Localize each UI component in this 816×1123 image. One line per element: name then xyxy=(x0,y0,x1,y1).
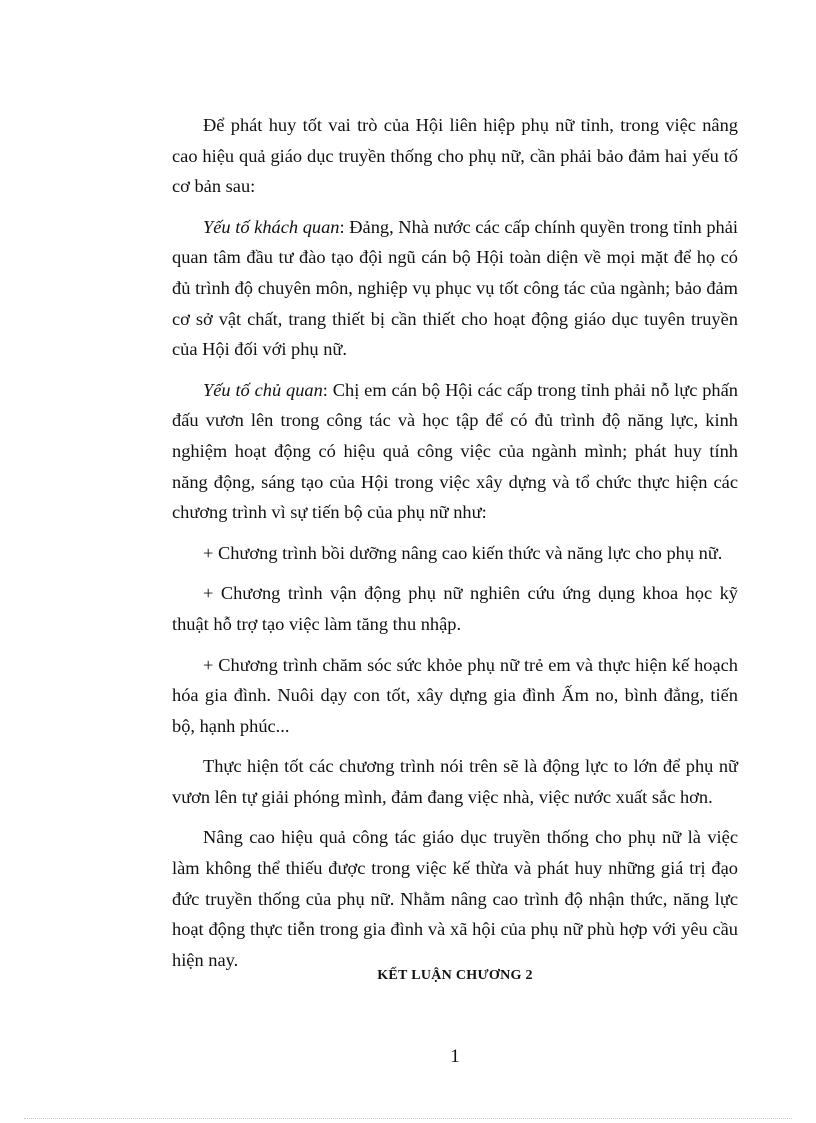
paragraph-text: Thực hiện tốt các chương trình nói trên sẽ là động lực to lớn để phụ nữ vươn lên tự giải phóng mình, đảm đang việc nhà, việc nước xuất sắc hơn. xyxy=(172,756,738,807)
paragraph-implementation xyxy=(172,751,738,812)
paragraph-objective-factor xyxy=(172,212,738,365)
paragraph-lead-italic: Yếu tố chủ quan xyxy=(203,379,323,400)
paragraph-text: Để phát huy tốt vai trò của Hội liên hiệp phụ nữ tỉnh, trong việc nâng cao hiệu quả giáo dục truyền thống cho phụ nữ, cần phải bảo đảm hai yếu tố cơ bản sau: xyxy=(172,115,738,197)
paragraph-intro xyxy=(172,110,738,202)
paragraph-text: + Chương trình chăm sóc sức khỏe phụ nữ trẻ em và thực hiện kế hoạch hóa gia đình. Nuôi dạy con tốt, xây dựng gia đình Ấm no, bình đẳng, tiến bộ, hạnh phúc... xyxy=(172,654,738,736)
page-number: 1 xyxy=(450,1046,460,1067)
chapter-conclusion-heading: KẾT LUẬN CHƯƠNG 2 xyxy=(377,968,533,983)
document-body xyxy=(172,110,738,985)
paragraph-conclusion xyxy=(172,822,738,975)
list-item-program-health xyxy=(172,650,738,742)
paragraph-text: : Đảng, Nhà nước các cấp chính quyền trong tỉnh phải quan tâm đầu tư đào tạo đội ngũ cán bộ Hội toàn diện về mọi mặt để họ có đủ trình độ chuyên môn, nghiệp vụ phục vụ tốt công tác của ngành; bảo đảm cơ sở vật chất, trang thiết bị cần thiết cho hoạt động giáo dục tuyên truyền của Hội đối với phụ nữ. xyxy=(172,216,738,360)
list-item-program-science xyxy=(172,578,738,639)
paragraph-subjective-factor xyxy=(172,375,738,528)
paragraph-text: : Chị em cán bộ Hội các cấp trong tỉnh phải nỗ lực phấn đấu vươn lên trong công tác và học tập để có đủ trình độ năng lực, kinh nghiệm hoạt động có hiệu quả công việc của ngành mình; phát huy tính năng động, sáng tạo của Hội trong việc xây dựng và tổ chức thực hiện các chương trình vì sự tiến bộ của phụ nữ như: xyxy=(172,379,738,523)
paragraph-lead-italic: Yếu tố khách quan xyxy=(203,216,340,237)
paragraph-text: + Chương trình bồi dưỡng nâng cao kiến thức và năng lực cho phụ nữ. xyxy=(203,542,723,563)
list-item-program-training xyxy=(172,538,738,569)
page-break-divider xyxy=(24,1118,792,1119)
paragraph-text: Nâng cao hiệu quả công tác giáo dục truyền thống cho phụ nữ là việc làm không thể thiếu được trong việc kế thừa và phát huy những giá trị đạo đức truyền thống của phụ nữ. Nhằm nâng cao trình độ nhận thức, năng lực hoạt động thực tiễn trong gia đình và xã hội của phụ nữ phù hợp với yêu cầu hiện nay. xyxy=(172,827,738,970)
paragraph-text: + Chương trình vận động phụ nữ nghiên cứu ứng dụng khoa học kỹ thuật hỗ trợ tạo việc làm tăng thu nhập. xyxy=(172,583,738,634)
